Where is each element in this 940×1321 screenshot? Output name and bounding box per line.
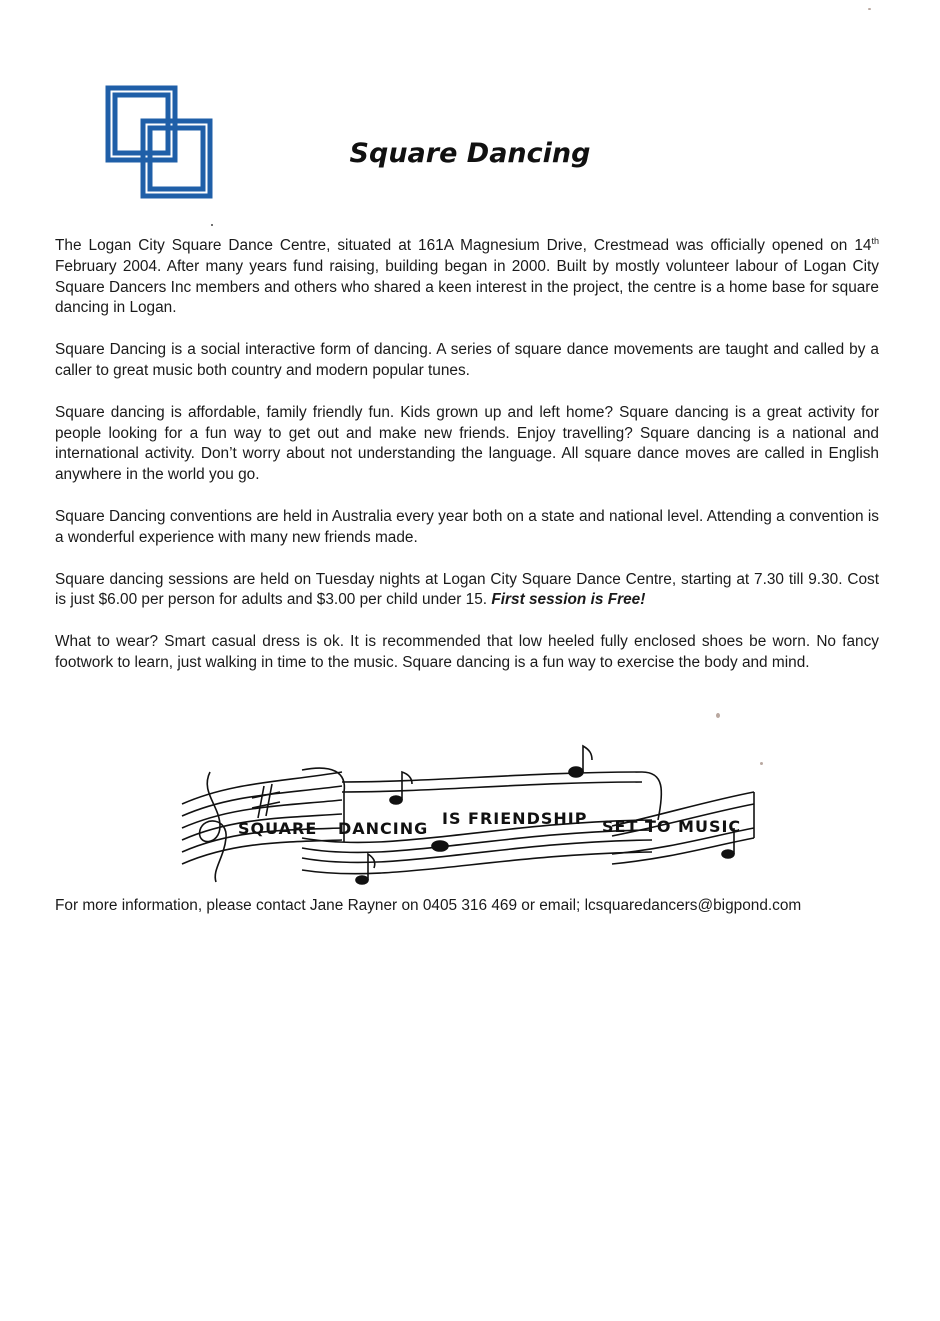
banner-word-set-to-music: SET TO MUSIC bbox=[602, 817, 742, 836]
body-text bbox=[55, 236, 879, 695]
page-title: Square Dancing bbox=[349, 138, 591, 169]
scan-speck bbox=[760, 762, 763, 765]
paragraph-what-to-wear: What to wear? Smart casual dress is ok. It is recommended that low heeled fully enclosed shoes be worn. No fancy footwork to learn, just walking in time to the music. Square dancing is a fun way to exercise the body and mind. bbox=[55, 633, 879, 671]
scan-speck bbox=[868, 8, 871, 10]
ordinal-suffix: th bbox=[871, 235, 879, 246]
banner-word-is-friendship: IS FRIENDSHIP bbox=[442, 809, 588, 828]
scan-speck bbox=[716, 713, 720, 718]
paragraph-sessions: Square dancing sessions are held on Tuesday nights at Logan City Square Dance Centre, starting at 7.30 till 9.30. Cost is just $6.00 per person for adults and $3.00 per child under 15. First session is Free! bbox=[55, 570, 879, 609]
paragraph-about-square-dancing: Square Dancing is a social interactive form of dancing. A series of square dance movements are taught and called by a caller to great music both country and modern popular tunes. bbox=[55, 341, 879, 379]
music-ribbon-banner bbox=[172, 742, 762, 892]
paragraph-centre-history: The Logan City Square Dance Centre, situated at 161A Magnesium Drive, Crestmead was officially opened on 14th February 2004. After many years fund raising, building began in 2000. Built by mostly volunteer labour of Logan City Square Dancers Inc members and others who shared a keen interest in the project, the centre is a home base for square dancing in Logan. bbox=[55, 235, 879, 317]
paragraph-conventions: Square Dancing conventions are held in Australia every year both on a state and national level. Attending a convention is a wonderful experience with many new friends made. bbox=[55, 507, 879, 546]
logo-interlocking-squares bbox=[104, 84, 214, 200]
banner-word-square: SQUARE bbox=[238, 819, 318, 838]
banner-word-dancing: DANCING bbox=[338, 819, 429, 838]
free-session-emphasis: First session is Free! bbox=[491, 591, 646, 609]
paragraph-affordable-fun: Square dancing is affordable, family friendly fun. Kids grown up and left home? Square dancing is a great activity for people looking for a fun way to get out and make new friends. Enjoy travelling? Square dancing is a national and international activity. Don’t worry about not understanding the language. All square dance moves are called in English anywhere in the world you go. bbox=[55, 403, 879, 484]
contact-info: For more information, please contact Jane Rayner on 0405 316 469 or email; lcsquaredancers@bigpond.com bbox=[55, 897, 802, 914]
scan-speck bbox=[211, 224, 213, 226]
